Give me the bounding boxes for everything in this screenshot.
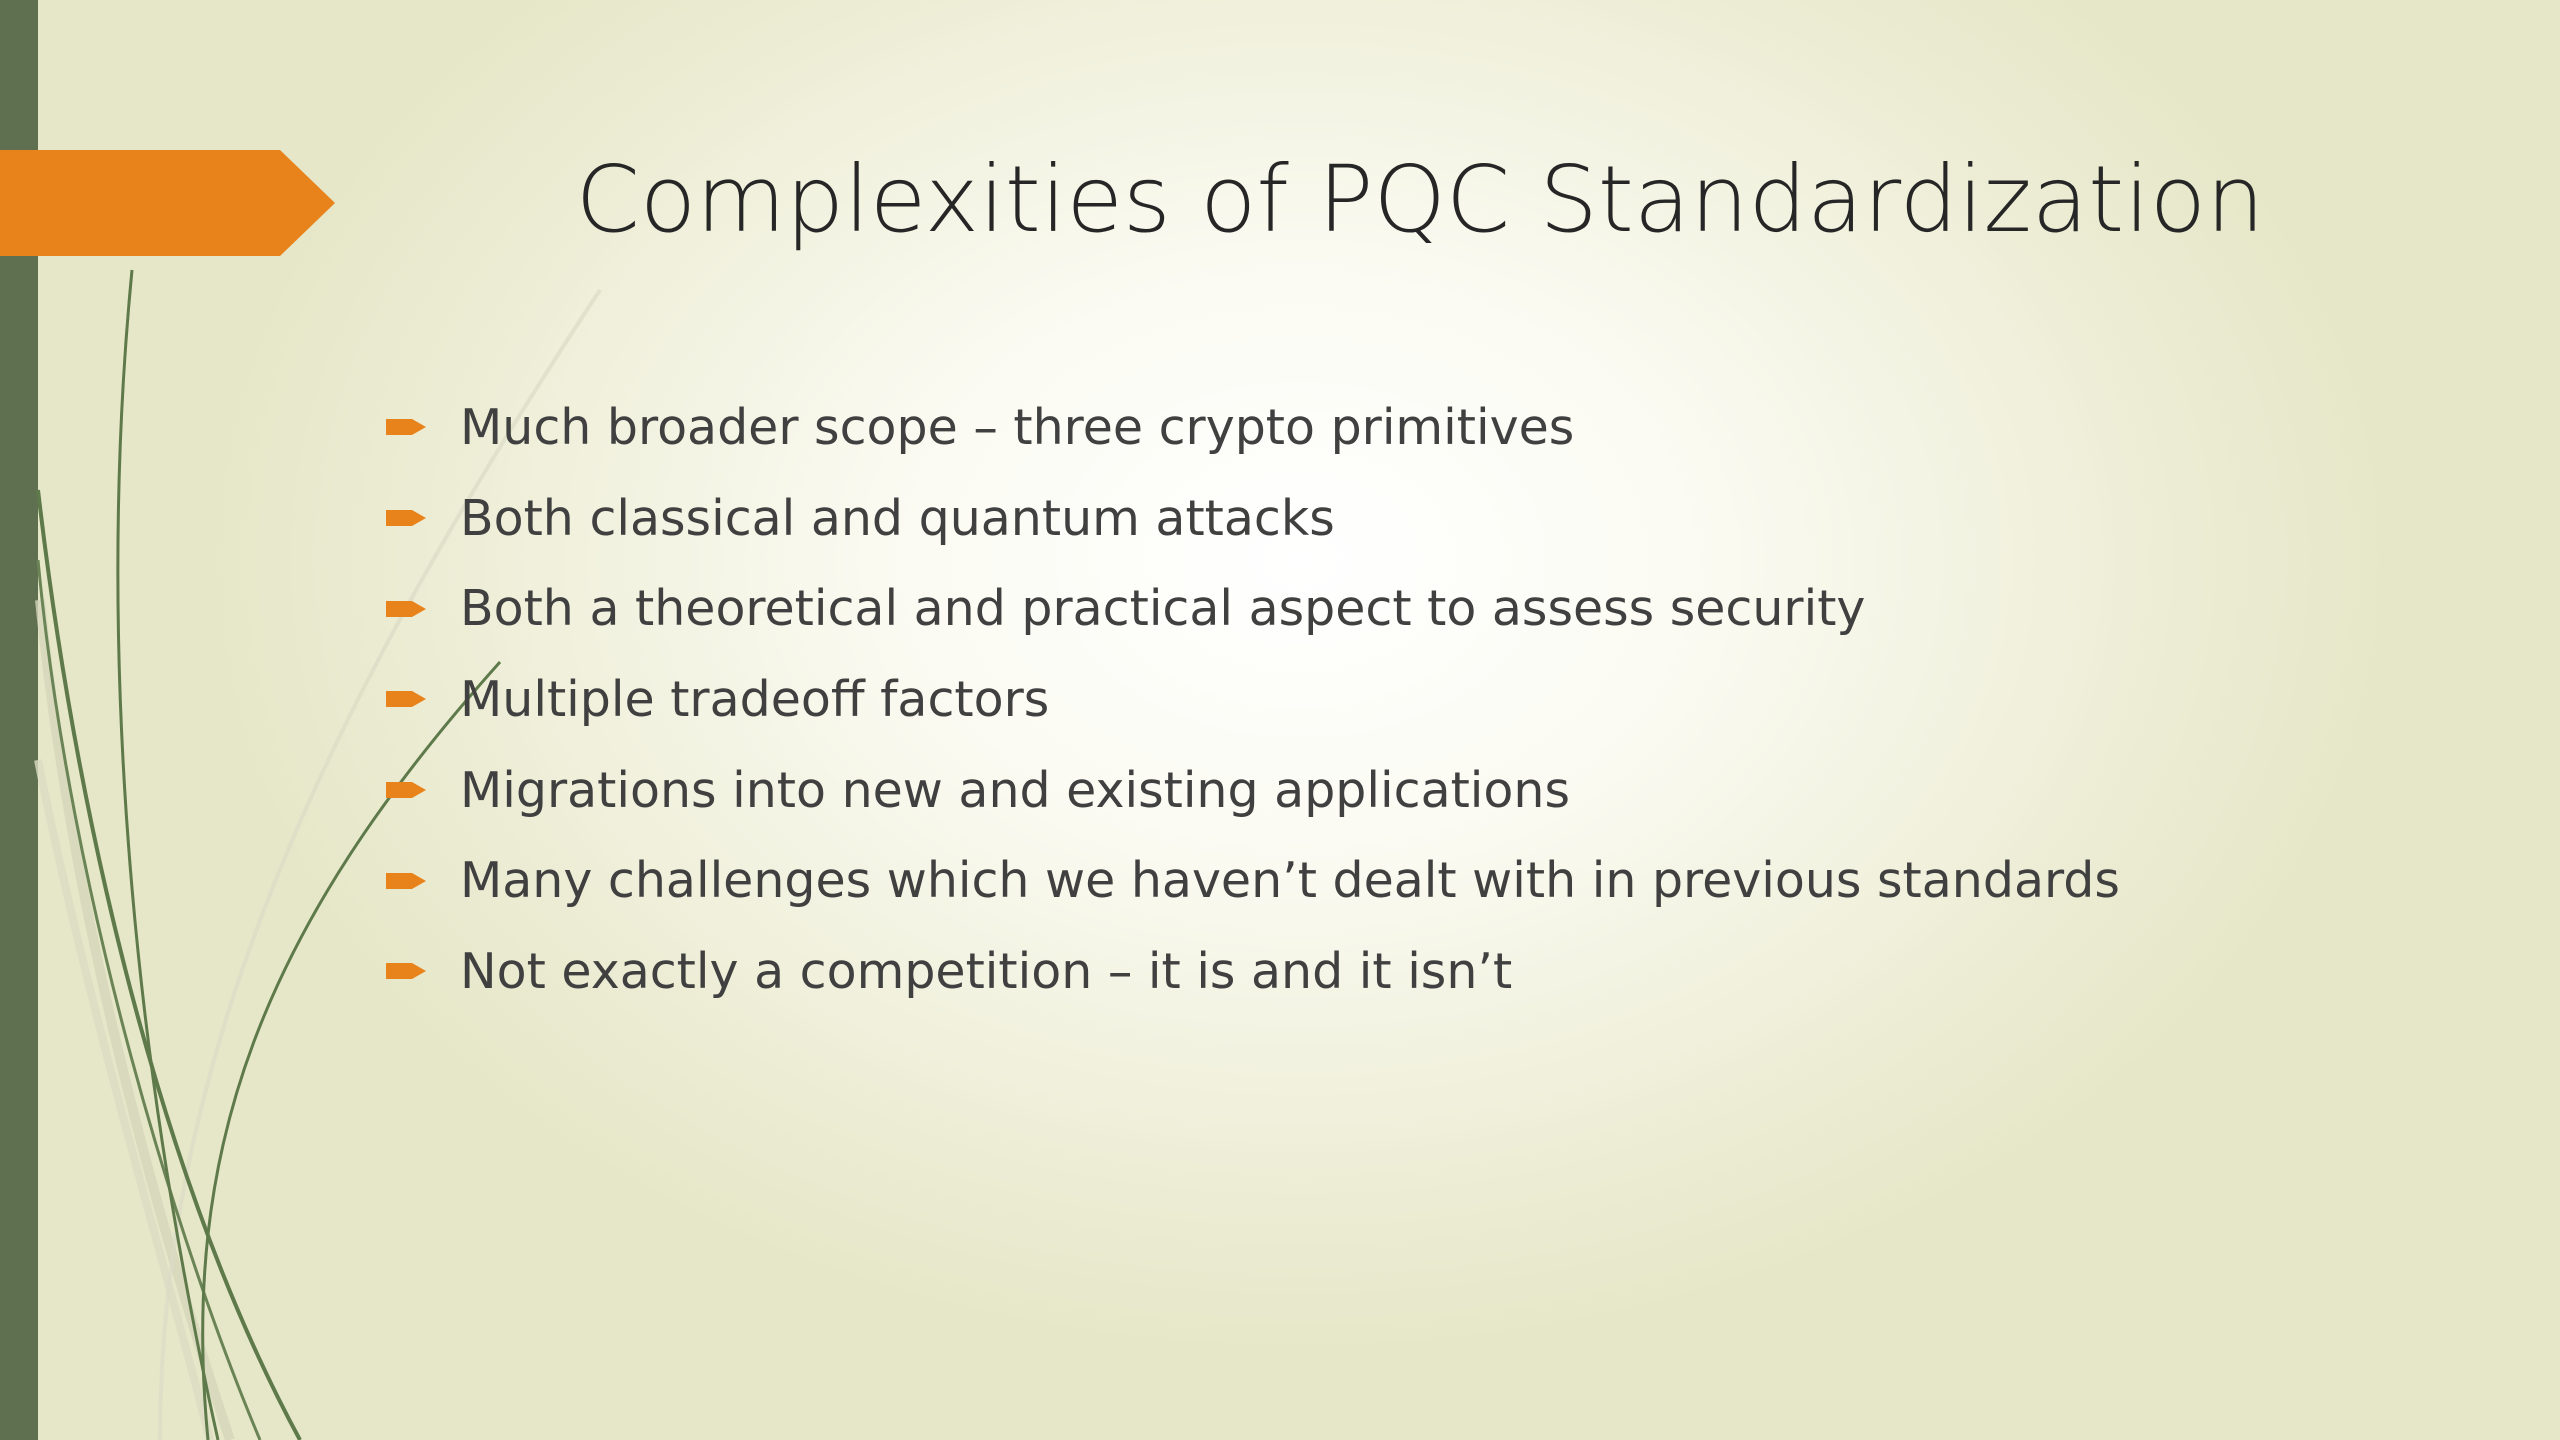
arrow-bullet-icon: [386, 775, 432, 805]
bullet-item: [386, 382, 2120, 473]
bullet-item: [386, 926, 2120, 1017]
bullet-text: Migrations into new and existing applications: [460, 761, 1570, 819]
arrow-bullet-icon: [386, 412, 432, 442]
arrow-bullet-icon: [386, 594, 432, 624]
bullet-list: [386, 382, 2120, 1017]
bullet-item: [386, 473, 2120, 564]
bullet-text: Multiple tradeoff factors: [460, 670, 1050, 728]
bullet-text: Both a theoretical and practical aspect to assess security: [460, 580, 1866, 638]
bullet-text: Not exactly a competition – it is and it isn’t: [460, 942, 1513, 1000]
bullet-item: [386, 563, 2120, 654]
bullet-item: [386, 654, 2120, 745]
arrow-bullet-icon: [386, 503, 432, 533]
arrow-bullet-icon: [386, 956, 432, 986]
bullet-item: [386, 835, 2120, 926]
bullet-text: Many challenges which we haven’t dealt with in previous standards: [460, 852, 2120, 910]
slide-title: Complexities of PQC Standardization: [575, 146, 2265, 253]
bullet-text: Much broader scope – three crypto primitives: [460, 398, 1575, 456]
bullet-item: [386, 745, 2120, 836]
arrow-bullet-icon: [386, 684, 432, 714]
arrow-bullet-icon: [386, 866, 432, 896]
bullet-text: Both classical and quantum attacks: [460, 489, 1335, 547]
title-arrow-shape: [0, 150, 335, 256]
